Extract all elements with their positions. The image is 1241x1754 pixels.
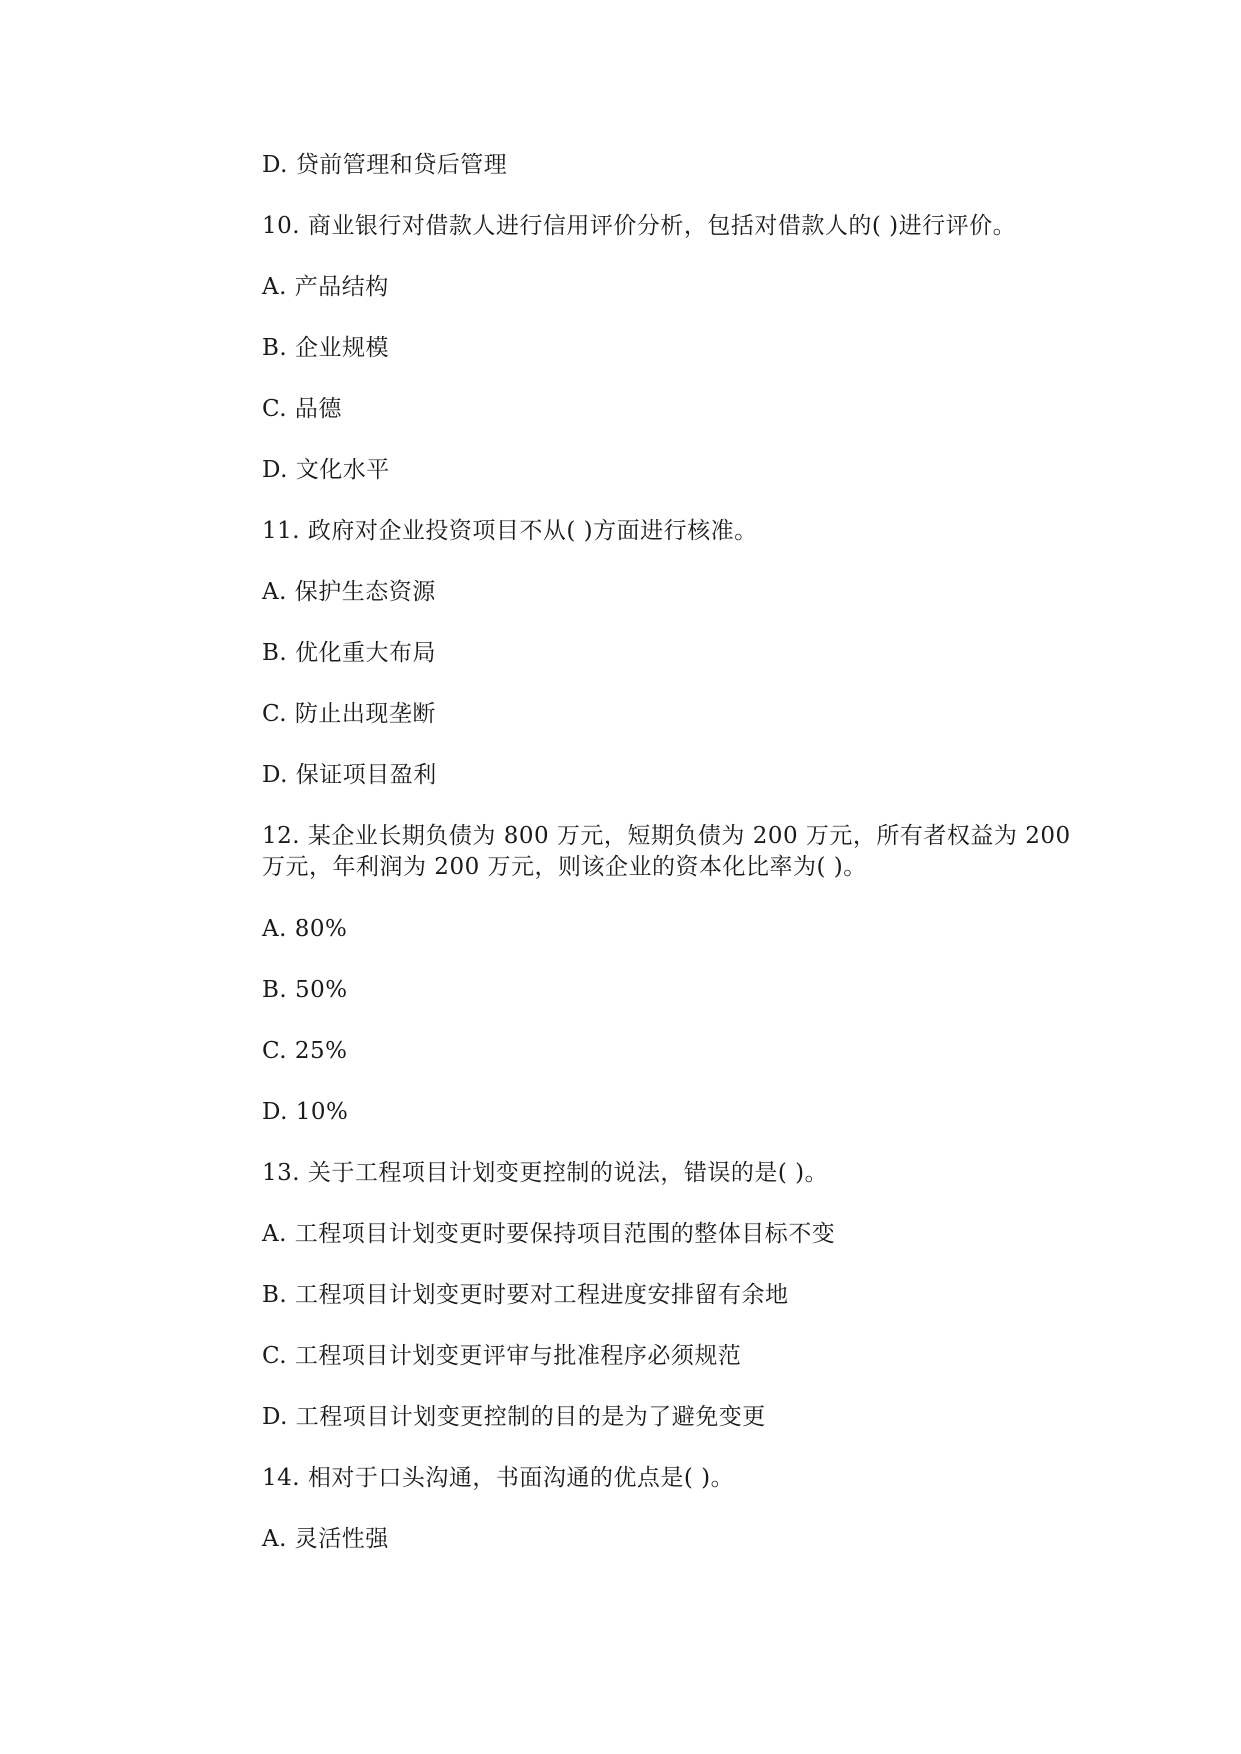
option-10c: C. 品德 bbox=[262, 396, 342, 422]
option-12a: A. 80% bbox=[262, 916, 348, 942]
question-12-line-2: 万元，年利润为 200 万元，则该企业的资本化比率为( )。 bbox=[262, 854, 867, 880]
option-12c: C. 25% bbox=[262, 1038, 348, 1064]
option-11c: C. 防止出现垄断 bbox=[262, 701, 436, 727]
option-10d: D. 文化水平 bbox=[262, 457, 390, 483]
option-11d: D. 保证项目盈利 bbox=[262, 762, 437, 788]
option-11b: B. 优化重大布局 bbox=[262, 640, 437, 666]
option-13d: D. 工程项目计划变更控制的目的是为了避免变更 bbox=[262, 1404, 766, 1430]
option-12d: D. 10% bbox=[262, 1099, 349, 1125]
option-10b: B. 企业规模 bbox=[262, 335, 390, 361]
option-13b: B. 工程项目计划变更时要对工程进度安排留有余地 bbox=[262, 1282, 789, 1308]
question-11: 11. 政府对企业投资项目不从( )方面进行核准。 bbox=[262, 518, 758, 544]
option-12b: B. 50% bbox=[262, 977, 348, 1003]
option-14a: A. 灵活性强 bbox=[262, 1526, 389, 1552]
option-13a: A. 工程项目计划变更时要保持项目范围的整体目标不变 bbox=[262, 1221, 836, 1247]
question-14: 14. 相对于口头沟通，书面沟通的优点是( )。 bbox=[262, 1465, 735, 1491]
option-11a: A. 保护生态资源 bbox=[262, 579, 436, 605]
option-9d: D. 贷前管理和贷后管理 bbox=[262, 152, 508, 178]
question-10: 10. 商业银行对借款人进行信用评价分析，包括对借款人的( )进行评价。 bbox=[262, 213, 1017, 239]
question-13: 13. 关于工程项目计划变更控制的说法，错误的是( )。 bbox=[262, 1160, 829, 1186]
option-13c: C. 工程项目计划变更评审与批准程序必须规范 bbox=[262, 1343, 742, 1369]
option-10a: A. 产品结构 bbox=[262, 274, 389, 300]
question-12-line-1: 12. 某企业长期负债为 800 万元，短期负债为 200 万元，所有者权益为 200 bbox=[262, 823, 1071, 849]
